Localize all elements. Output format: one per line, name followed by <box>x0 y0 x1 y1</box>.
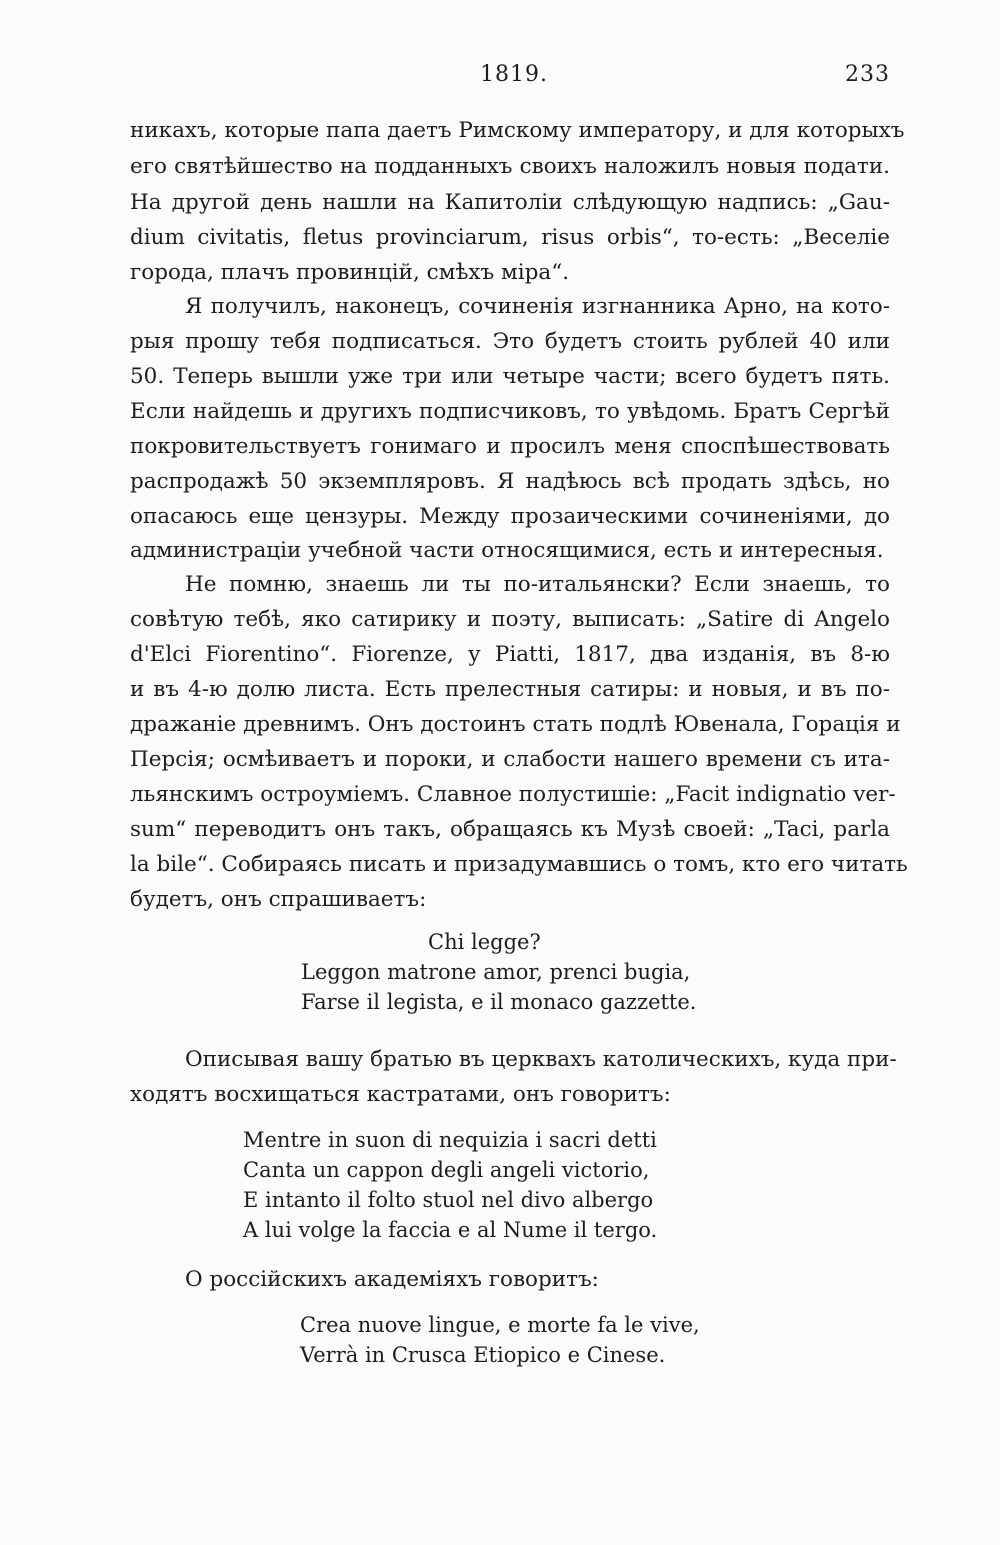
text-line: Персія; осмѣиваетъ и пороки, и слабости нашего времени съ ита- <box>130 747 890 772</box>
text-line: О россійскихъ академіяхъ говоритъ: <box>185 1267 599 1292</box>
text-line: ходятъ восхищаться кастратами, онъ говоритъ: <box>130 1082 671 1107</box>
running-head <box>130 62 890 92</box>
running-head-year: 1819. <box>480 62 548 87</box>
verse-line: Canta un cappon degli angeli victorio, <box>243 1158 650 1182</box>
text-line: и въ 4-ю долю листа. Есть прелестныя сатиры: и новыя, и въ по- <box>130 677 890 702</box>
text-line: льянскимъ остроуміемъ. Славное полустишіе: „Facit indignatio ver- <box>130 782 896 807</box>
text-line: Если найдешь и другихъ подписчиковъ, то увѣдомь. Братъ Сергѣй <box>130 399 890 424</box>
text-line: покровительствуетъ гонимаго и просилъ меня споспѣшествовать <box>130 434 890 459</box>
text-line: будетъ, онъ спрашиваетъ: <box>130 887 427 912</box>
text-line: дражаніе древнимъ. Онъ достоинъ стать подлѣ Ювенала, Горація и <box>130 712 901 737</box>
text-line: Описывая вашу братью въ церквахъ католическихъ, куда при- <box>185 1047 897 1072</box>
text-line: 50. Теперь вышли уже три или четыре части; всего будетъ пять. <box>130 364 890 389</box>
verse-line: Crea nuove lingue, e morte fa le vive, <box>300 1313 700 1337</box>
text-line: его святѣйшество на подданныхъ своихъ наложилъ новыя подати. <box>130 154 890 179</box>
text-line: города, плачъ провинцій, смѣхъ міра“. <box>130 260 570 285</box>
text-line: d'Elci Fiorentino“. Fiorenze, у Piatti, 1817, два изданія, въ 8-ю <box>130 642 890 667</box>
text-line: Не помню, знаешь ли ты по-итальянски? Если знаешь, то <box>185 572 890 597</box>
text-line: На другой день нашли на Капитоліи слѣдующую надпись: „Gau- <box>130 190 890 215</box>
text-line: администраціи учебной части относящимися, есть и интересныя. <box>130 538 884 563</box>
verse-line: Leggon matrone amor, prenci bugia, <box>301 960 691 984</box>
verse-line: Verrà in Crusca Etiopico e Cinese. <box>300 1343 666 1367</box>
verse-line: Farse il legista, e il monaco gazzette. <box>301 990 697 1014</box>
verse-line: A lui volge la faccia e al Nume il tergo. <box>243 1218 658 1242</box>
text-line: рыя прошу тебя подписаться. Это будетъ стоить рублей 40 или <box>130 329 890 354</box>
text-line: распродажѣ 50 экземпляровъ. Я надѣюсь всѣ продать здѣсь, но <box>130 469 890 494</box>
text-line: sum“ переводитъ онъ такъ, обращаясь къ Музѣ своей: „Taci, parla <box>130 817 890 842</box>
text-line: Я получилъ, наконецъ, сочиненія изгнанника Арно, на кото- <box>185 294 890 319</box>
text-line: опасаюсь еще цензуры. Между прозаическими сочиненіями, до <box>130 504 890 529</box>
verse-line: Mentre in suon di nequizia i sacri detti <box>243 1128 657 1152</box>
page-number: 233 <box>845 62 890 87</box>
verse-line: Chi legge? <box>428 930 541 954</box>
verse-line: E intanto il folto stuol nel divo albergo <box>243 1188 654 1212</box>
text-line: la bile“. Собираясь писать и призадумавшись о томъ, кто его читать <box>130 852 908 877</box>
text-line: никахъ, которые папа даетъ Римскому императору, и для которыхъ <box>130 118 905 143</box>
text-line: dium civitatis, fletus provinciarum, risus orbis“, то-есть: „Веселіе <box>130 225 890 250</box>
text-line: совѣтую тебѣ, яко сатирику и поэту, выписать: „Satire di Angelo <box>130 607 890 632</box>
